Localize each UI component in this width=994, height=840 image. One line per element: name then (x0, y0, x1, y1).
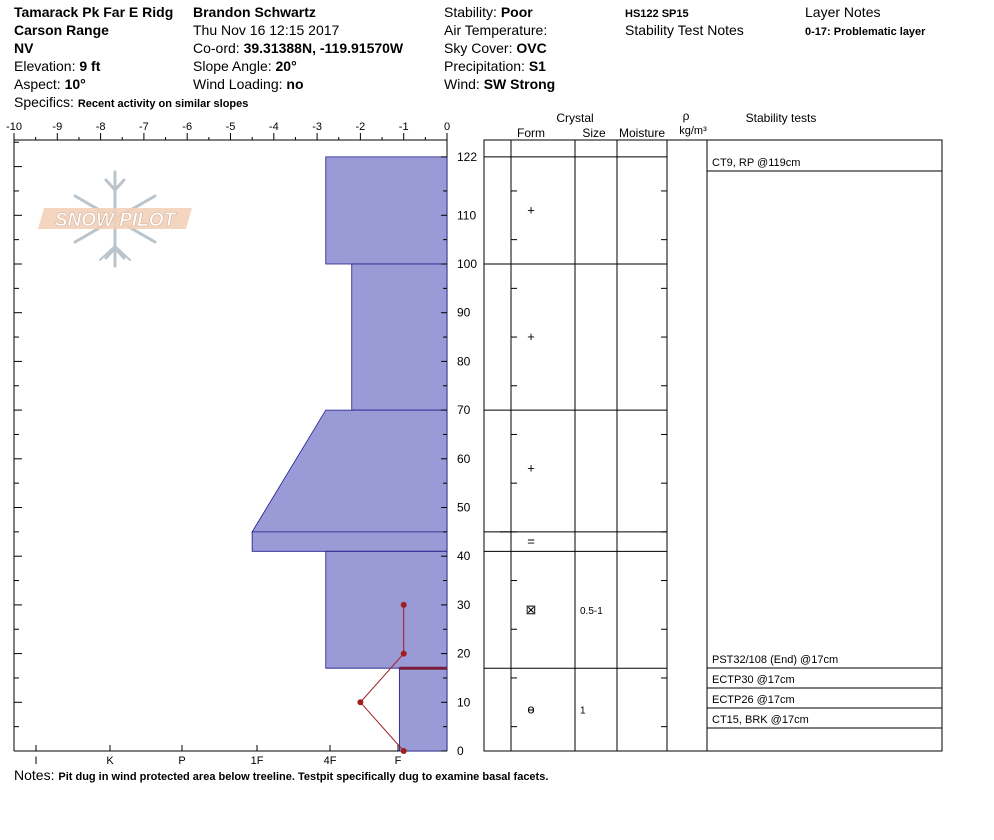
density-unit-header: kg/m³ (679, 125, 707, 137)
specifics-value: Recent activity on similar slopes (77, 98, 249, 110)
crystal-form: + (527, 329, 535, 345)
datetime: Thu Nov 16 12:15 2017 (193, 22, 340, 38)
wind-loading-label: Wind Loading: (193, 76, 283, 92)
hardness-label: K (106, 755, 114, 767)
crystal-size: 0.5-1 (580, 605, 603, 617)
form-header: Form (517, 126, 545, 140)
wind-value: SW Strong (483, 76, 556, 92)
precipitation-value: S1 (528, 58, 546, 74)
wind-label: Wind: (444, 76, 480, 92)
aspect-label: Aspect: (14, 76, 61, 92)
elevation-value: 9 ft (79, 58, 101, 74)
crystal-header: Crystal (556, 111, 594, 125)
height-tick-label: 80 (457, 354, 471, 369)
stability-test-entry: CT9, RP @119cm (712, 157, 801, 169)
crystal-form: = (527, 533, 535, 549)
test-profile-point (401, 651, 407, 657)
stability-test-entry: PST32/108 (End) @17cm (712, 654, 839, 666)
hardness-axis (34, 745, 401, 767)
sky-cover-label: Sky Cover: (444, 40, 513, 56)
layer-notes-title: Layer Notes (805, 4, 881, 20)
stability-test-entry: ECTP26 @17cm (712, 694, 795, 706)
temperature-tick-label: -9 (52, 121, 63, 133)
elevation-label: Elevation: (14, 58, 76, 74)
location-name: Tamarack Pk Far E Ridg (14, 4, 174, 20)
temperature-tick-label: -4 (268, 121, 279, 133)
hardness-label: P (178, 755, 186, 767)
hardness-label: F (394, 755, 402, 767)
crystal-form: ɵ (527, 701, 535, 717)
wind-loading-value: no (286, 76, 304, 92)
snow-pilot-logo (38, 172, 192, 266)
hardness-profile (252, 157, 447, 751)
range-name: Carson Range (14, 22, 109, 38)
test-profile-point (357, 699, 363, 705)
stability-test-notes-title: Stability Test Notes (625, 22, 744, 38)
temperature-tick-label: -7 (139, 121, 149, 133)
hardness-label: 4F (323, 755, 337, 767)
temperature-tick-label: 0 (443, 121, 451, 133)
stability-tests-header: Stability tests (745, 111, 817, 125)
hardness-layer (352, 264, 447, 410)
hs-sp: HS122 SP15 (625, 8, 689, 20)
stability-test-entry: CT15, BRK @17cm (712, 714, 809, 726)
slope-angle-label: Slope Angle: (193, 58, 272, 74)
temperature-tick-label: -2 (355, 121, 366, 133)
rho-header: ρ (682, 109, 690, 123)
crystal-form: + (527, 202, 535, 218)
notes-label: Notes: (14, 767, 55, 783)
hardness-layer (399, 668, 447, 751)
size-header: Size (582, 126, 606, 140)
hardness-layer (326, 551, 447, 668)
coordinates-label: Co-ord: (193, 40, 240, 56)
stability-test-entry: ECTP30 @17cm (712, 674, 795, 686)
height-tick-label: 20 (457, 646, 471, 661)
coordinates-value: 39.31388N, -119.91570W (243, 40, 404, 56)
temperature-tick-label: -5 (225, 121, 236, 133)
hardness-label: 1F (250, 755, 264, 767)
temperature-tick-label: -10 (6, 121, 22, 133)
test-profile-point (401, 602, 407, 608)
height-tick-label: 30 (457, 597, 471, 612)
height-tick-label: 100 (457, 257, 478, 271)
slope-angle-value: 20° (275, 58, 297, 74)
moisture-header: Moisture (618, 126, 666, 140)
crystal-form: + (527, 460, 535, 476)
aspect-value: 10° (64, 76, 86, 92)
height-tick-label: 10 (457, 695, 471, 710)
left-tick-marks (14, 142, 22, 751)
test-profile-point (401, 748, 407, 754)
stability-value: Poor (500, 4, 533, 20)
height-tick-label: 110 (457, 208, 477, 223)
precipitation-label: Precipitation: (444, 58, 525, 74)
height-tick-label: 40 (457, 549, 471, 564)
stability-tests-list (707, 157, 942, 728)
temperature-tick-label: -6 (182, 121, 193, 133)
temperature-tick-label: -1 (398, 121, 409, 133)
hardness-layer (326, 157, 447, 264)
crystal-form: ⊠ (525, 601, 537, 617)
height-tick-label: 0 (457, 744, 464, 758)
hardness-label: I (34, 755, 38, 767)
crystal-size: 1 (580, 705, 586, 717)
temperature-tick-label: -3 (312, 121, 322, 133)
hardness-layer (252, 532, 447, 551)
temperature-tick-label: -8 (95, 121, 106, 133)
air-temperature-label: Air Temperature: (444, 22, 548, 38)
layer-note: 0-17: Problematic layer (805, 26, 926, 38)
height-tick-label: 122 (457, 149, 478, 164)
svg-text:SNOW PILOT: SNOW PILOT (54, 210, 176, 231)
sky-cover-value: OVC (516, 40, 547, 56)
state: NV (14, 40, 34, 56)
height-tick-label: 90 (457, 305, 471, 320)
specifics-label: Specifics: (14, 94, 74, 110)
height-tick-label: 50 (457, 500, 471, 515)
observer-name: Brandon Schwartz (193, 4, 316, 20)
height-tick-label: 70 (457, 403, 471, 418)
height-tick-label: 60 (457, 451, 471, 466)
notes-value: Pit dug in wind protected area below treeline. Testpit specifically dug to examine basal facets. (58, 771, 549, 783)
stability-label: Stability: (444, 4, 497, 20)
hardness-layer (252, 410, 447, 532)
temperature-axis (6, 121, 450, 140)
notes (14, 767, 548, 785)
